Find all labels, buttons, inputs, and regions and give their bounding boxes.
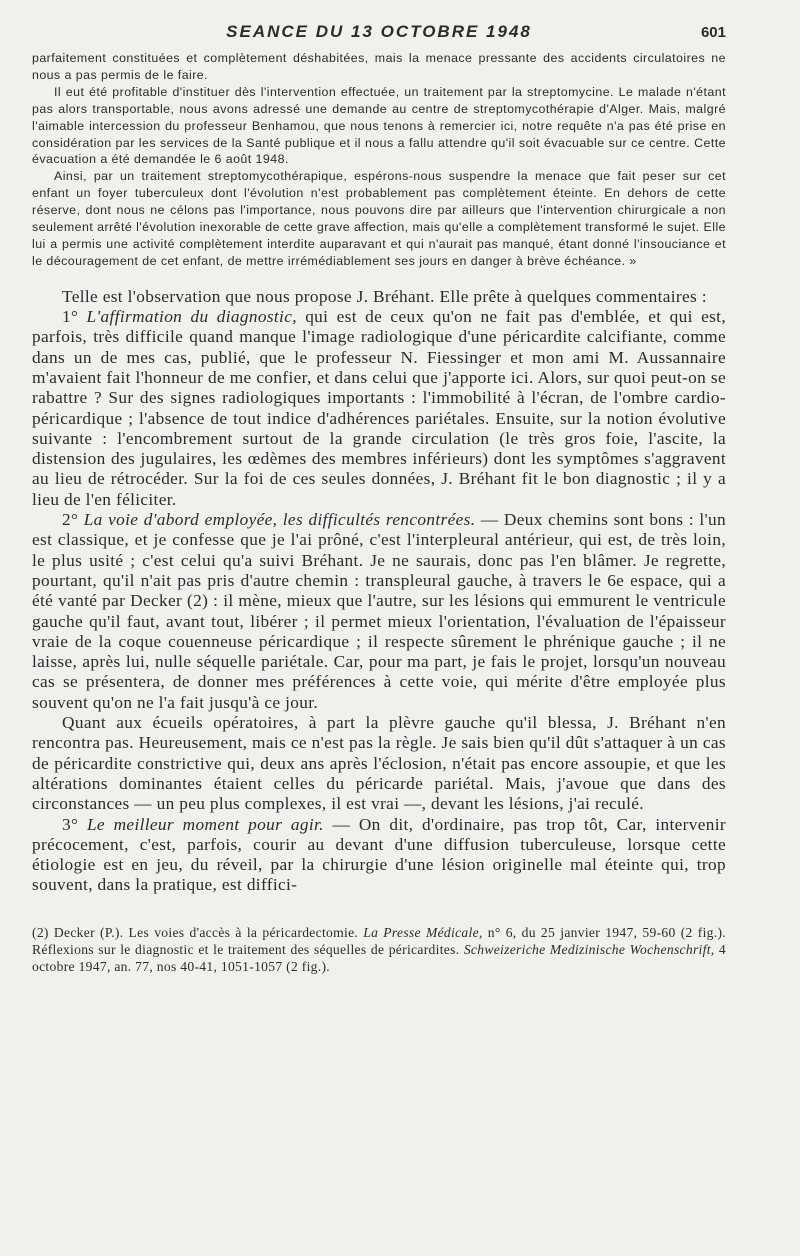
point-1-text: qui est de ceux qu'on ne fait pas d'emblée, et qui est, parfois, très difficile quand manque l'image radiologique d'une péricardite calcifiante, comme dans un de mes cas, publié, que le professeur N. Fiessinger et mon ami M. Aussannaire m'avaient fait l'honneur de me confier, et dans celui que j'apporte ici. Alors, sur quoi peut-on se rabattre ? Sur des signes radiologiques importants : l'immobilité à l'écran, de l'ombre cardio-péricardique ; l'absence de tout indice d'adhérences pariétales. Ensuite, sur la notion évolutive suivante : l'encombrement surtout de la grande circulation (le très gros foie, l'ascite, la distension des jugulaires, les œdèmes des membres inférieurs) dont les symptômes s'aggravent au lieu de rétrocéder. Sur la foi de ces seules données, J. Bréhant fit le bon diagnostic ; il y a lieu de l'en féliciter.	[32, 307, 727, 509]
page-number: 601	[700, 24, 726, 41]
obstacles-paragraph: Quant aux écueils opératoires, à part la plèvre gauche qu'il blessa, J. Bréhant n'en rencontra pas. Heureusement, mais ce n'est pas la règle. Je sais bien qu'il dût s'attaquer à un cas de péricardite constrictive qui, deux ans après l'éclosion, n'était pas encore assoupie, et que les altérations dominantes étaient celles du péricarde pariétal. Mais, j'avoue que dans des circonstances — un peu plus complexes, il est vrai —, devant les lésions, j'ai reculé.	[32, 713, 726, 814]
footnote-journal: Schweizeriche Medizinische Wochenschrift,	[463, 941, 715, 957]
point-2-paragraph	[32, 510, 726, 713]
running-header	[32, 0, 726, 44]
point-3-heading: Le meilleur moment pour agir.	[86, 814, 324, 834]
footnote-text: (2) Decker (P.). Les voies d'accès à la péricardectomie.	[32, 924, 364, 940]
footnote-journal: La Presse Médicale,	[363, 924, 483, 940]
point-1-heading: L'affirmation du diagnostic,	[86, 307, 297, 327]
footnote-text: n° 6, du 25 janvier 1947, 59-60 (2 fig.). Réflexions sur le diagnostic et le traitement des séquelles de péricardites.	[32, 924, 727, 957]
point-2-heading: La voie d'abord employée, les difficultés rencontrées.	[83, 510, 476, 530]
footnote-text: 4 octobre 1947, an. 77, nos 40-41, 1051-1057 (2 fig.).	[32, 941, 727, 974]
point-1-paragraph	[32, 307, 726, 510]
point-2-text: — Deux chemins sont bons : l'un est classique, et je confesse que je l'ai prôné, c'est l'interpleural antérieur, qui est, de très loin, le plus usité ; c'est celui qu'a suivi Bréhant. Je ne saurais, donc pas l'en blâmer. Je regrette, pourtant, qu'il n'ait pas pris d'autre chemin : transpleural gauche, à travers le 6e espace, qui a été vanté par Decker (2) : il mène, mieux que l'autre, sur les lésions qui emmurent le ventricule gauche qu'il faut, avant tout, libérer ; il permet mieux l'orientation, l'évaluation de l'épaisseur vraie de la coque couenneuse péricardique ; il respecte sûrement le phrénique gauche ; il ne laisse, après lui, nulle séquelle pariétale. Car, pour ma part, je fais le projet, lorsqu'un nouveau cas se présentera, de donner mes préférences à cette voie, qui mérite d'être employée plus souvent qu'on ne l'a fait jusqu'à ce jour.	[32, 510, 727, 712]
quoted-observation	[32, 50, 726, 270]
point-1-number: 1°	[62, 307, 87, 327]
quote-paragraph: parfaitement constituées et complètement déshabitées, mais la menace pressante des accidents circulatoires ne nous a pas permis de le faire.	[32, 51, 726, 82]
footnotes	[32, 924, 726, 975]
quote-paragraph: Il eut été profitable d'instituer dès l'intervention effectuée, un traitement par la streptomycine. Le malade n'étant pas alors transportable, nous avons adressé une demande au centre de streptomycothérapie d'Alger. Mais, malgré l'aimable intercession du professeur Benhamou, que nous tenons à remercier ici, notre requête n'a pas été prise en considération par les services de la Santé publique et il nous a fallu attendre qu'il soit évacuable sur ce centre. Cette évacuation a été demandée le 6 août 1948.	[32, 84, 726, 167]
page	[32, 0, 726, 975]
running-title: SEANCE DU 13 OCTOBRE 1948	[226, 22, 532, 41]
point-3-text: — On dit, d'ordinaire, pas trop tôt, Car, intervenir précocement, c'est, parfois, courir au devant d'une diffusion tuberculeuse, lorsque cette étiologie est en jeu, du réveil, par la chirurgie d'une lésion originelle mal éteinte qui, trop souvent, dans la pratique, est diffici-	[32, 814, 726, 895]
point-3-number: 3°	[62, 814, 87, 834]
point-2-number: 2°	[62, 510, 84, 530]
footnote-2	[32, 924, 726, 975]
quote-paragraph: Ainsi, par un traitement streptomycothérapique, espérons-nous suspendre la menace que fait peser sur cet enfant un foyer tuberculeux dont l'évolution n'est probablement pas complètement éteinte. En dehors de cette réserve, dont nous ne célons pas l'importance, nous pouvons dire par ailleurs que l'intervention chirurgicale a non seulement arrêté l'évolution inexorable de cette grave affection, mais qu'elle a complètement transformé le sujet. Elle lui a permis une activité complètement interdite auparavant et qui n'aurait pas manqué, étant donné l'insouciance et le découragement de cet enfant, de mettre irrémédiablement ses jours en danger à brève échéance. »	[32, 169, 726, 268]
point-3-paragraph	[32, 815, 726, 896]
intro-paragraph: Telle est l'observation que nous propose J. Bréhant. Elle prête à quelques commentaires :	[62, 286, 707, 306]
main-text	[32, 287, 726, 896]
